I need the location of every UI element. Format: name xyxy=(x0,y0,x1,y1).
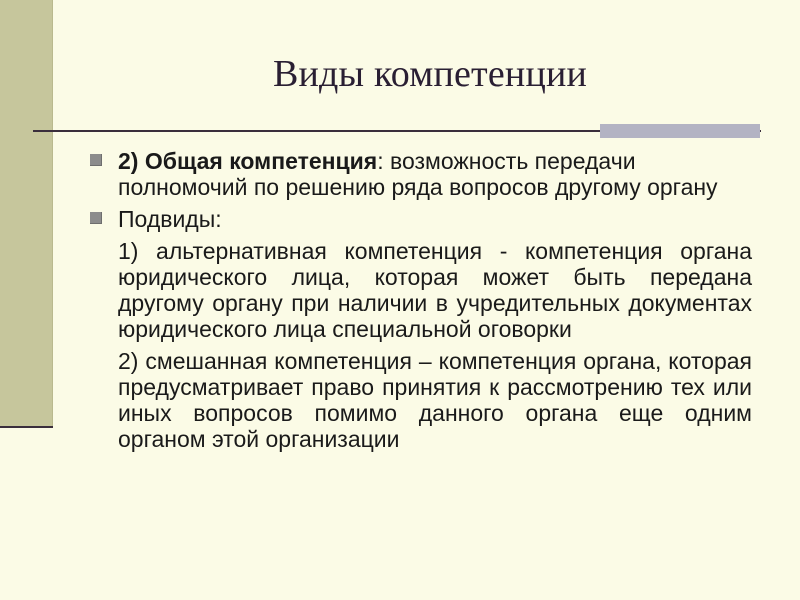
bullet-lead: 2) Общая компетенция xyxy=(118,148,378,174)
left-decorative-band xyxy=(0,0,53,427)
square-bullet-icon xyxy=(90,212,102,224)
bullet-text: Подвиды: xyxy=(118,206,222,232)
bullet-general-competence xyxy=(90,148,752,200)
subtype-mixed: 2) смешанная компетенция – компетенция органа, которая предусматривает право принятия к рассмотрению тех или иных вопросов помимо данного органа еще одним органом этой организации xyxy=(118,348,752,452)
title-divider-accent xyxy=(600,124,760,138)
slide-title: Виды компетенции xyxy=(272,53,588,95)
left-band-bottom-line xyxy=(0,426,53,428)
square-bullet-icon xyxy=(90,154,102,166)
slide-content xyxy=(90,148,752,452)
bullet-subtypes xyxy=(90,206,752,232)
subtype-alternative: 1) альтернативная компетенция - компетенция органа юридического лица, которая может быть передана другому органу при наличии в учредительных документах юридического лица специальной оговорки xyxy=(118,238,752,342)
bullet-text: : возможность передачи полномочий по решению ряда вопросов другому органу xyxy=(118,148,718,200)
